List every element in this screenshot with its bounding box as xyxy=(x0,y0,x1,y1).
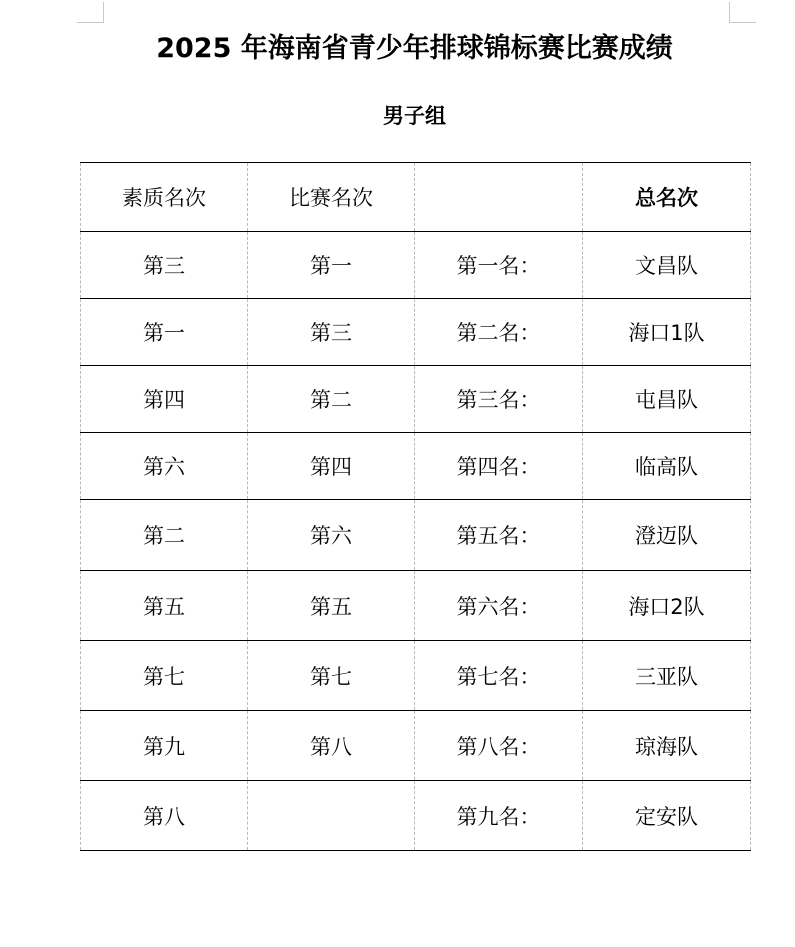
cell-quality-rank: 第八 xyxy=(81,781,248,851)
table-row xyxy=(81,781,751,851)
document-title: 2025 年海南省青少年排球锦标赛比赛成绩 xyxy=(156,33,673,64)
page-corner-mark-top-left xyxy=(77,2,104,23)
cell-quality-rank: 第四 xyxy=(81,366,248,433)
table-row xyxy=(81,711,751,781)
cell-match-rank: 第六 xyxy=(248,500,415,571)
cell-quality-rank: 第七 xyxy=(81,641,248,711)
header-match-rank: 比赛名次 xyxy=(248,163,415,232)
document-subtitle: 男子组 xyxy=(383,104,446,128)
cell-match-rank: 第五 xyxy=(248,571,415,641)
cell-quality-rank: 第六 xyxy=(81,433,248,500)
cell-match-rank: 第七 xyxy=(248,641,415,711)
cell-team-name: 海口1队 xyxy=(583,299,751,366)
cell-team-name: 琼海队 xyxy=(583,711,751,781)
cell-quality-rank: 第二 xyxy=(81,500,248,571)
cell-place-label: 第九名： xyxy=(415,781,583,851)
results-table xyxy=(80,162,751,851)
cell-place-label: 第六名： xyxy=(415,571,583,641)
cell-place-label: 第八名： xyxy=(415,711,583,781)
header-overall-rank: 总名次 xyxy=(583,163,751,232)
table-row xyxy=(81,366,751,433)
cell-match-rank: 第四 xyxy=(248,433,415,500)
cell-place-label: 第三名： xyxy=(415,366,583,433)
header-quality-rank: 素质名次 xyxy=(81,163,248,232)
cell-team-name: 临高队 xyxy=(583,433,751,500)
cell-team-name: 屯昌队 xyxy=(583,366,751,433)
cell-quality-rank: 第三 xyxy=(81,232,248,299)
cell-quality-rank: 第五 xyxy=(81,571,248,641)
cell-quality-rank: 第九 xyxy=(81,711,248,781)
cell-team-name: 定安队 xyxy=(583,781,751,851)
cell-match-rank: 第三 xyxy=(248,299,415,366)
cell-place-label: 第四名： xyxy=(415,433,583,500)
cell-place-label: 第一名： xyxy=(415,232,583,299)
table-row xyxy=(81,299,751,366)
header-empty xyxy=(415,163,583,232)
table-row xyxy=(81,433,751,500)
page-corner-mark-top-right xyxy=(729,2,756,23)
cell-team-name: 澄迈队 xyxy=(583,500,751,571)
cell-match-rank xyxy=(248,781,415,851)
cell-quality-rank: 第一 xyxy=(81,299,248,366)
cell-team-name: 海口2队 xyxy=(583,571,751,641)
cell-place-label: 第七名： xyxy=(415,641,583,711)
table-row xyxy=(81,571,751,641)
cell-match-rank: 第二 xyxy=(248,366,415,433)
cell-team-name: 文昌队 xyxy=(583,232,751,299)
cell-match-rank: 第一 xyxy=(248,232,415,299)
table-row xyxy=(81,641,751,711)
cell-place-label: 第二名： xyxy=(415,299,583,366)
table-row xyxy=(81,500,751,571)
table-row xyxy=(81,232,751,299)
table-header-row xyxy=(81,163,751,232)
cell-place-label: 第五名： xyxy=(415,500,583,571)
cell-match-rank: 第八 xyxy=(248,711,415,781)
cell-team-name: 三亚队 xyxy=(583,641,751,711)
